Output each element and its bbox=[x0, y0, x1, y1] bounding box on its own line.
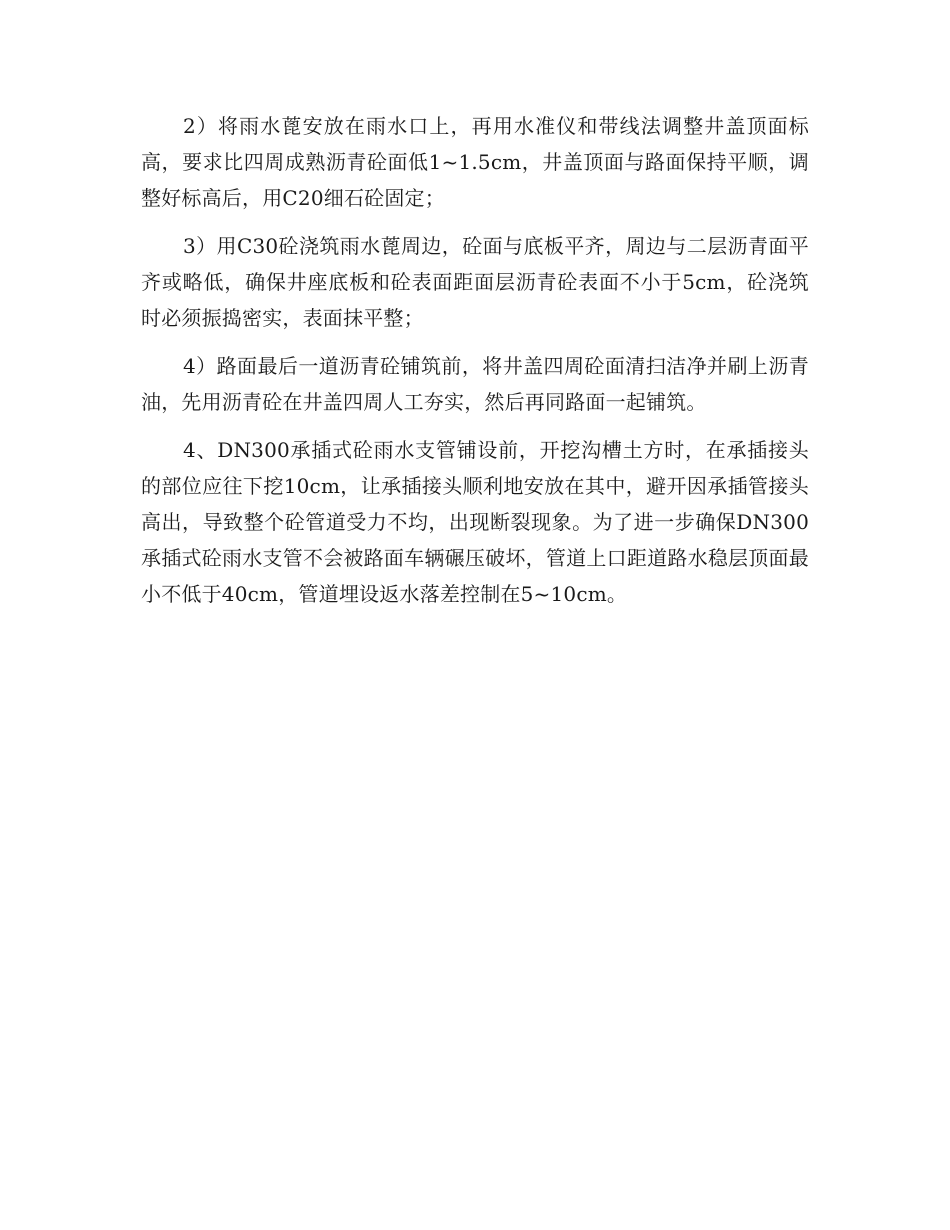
paragraph-step-3: 3）用C30砼浇筑雨水蓖周边，砼面与底板平齐，周边与二层沥青面平齐或略低，确保井座底板和砼表面距面层沥青砼表面不小于5cm，砼浇筑时必须振捣密实，表面抹平整； bbox=[141, 234, 809, 330]
paragraph-step-4: 4）路面最后一道沥青砼铺筑前，将井盖四周砼面清扫洁净并刷上沥青油，先用沥青砼在井盖四周人工夯实，然后再同路面一起铺筑。 bbox=[141, 354, 809, 414]
paragraph-section-4: 4、DN300承插式砼雨水支管铺设前，开挖沟槽土方时，在承插接头的部位应往下挖10cm，让承插接头顺利地安放在其中，避开因承插管接头高出，导致整个砼管道受力不均，出现断裂现象。为了进一步确保DN300承插式砼雨水支管不会被路面车辆碾压破坏，管道上口距道路水稳层顶面最小不低于40cm，管道埋设返水落差控制在5~10cm。 bbox=[141, 438, 809, 606]
paragraph-step-2: 2）将雨水蓖安放在雨水口上，再用水准仪和带线法调整井盖顶面标高，要求比四周成熟沥青砼面低1~1.5cm，井盖顶面与路面保持平顺，调整好标高后，用C20细石砼固定； bbox=[141, 114, 809, 210]
document-body bbox=[141, 108, 809, 624]
